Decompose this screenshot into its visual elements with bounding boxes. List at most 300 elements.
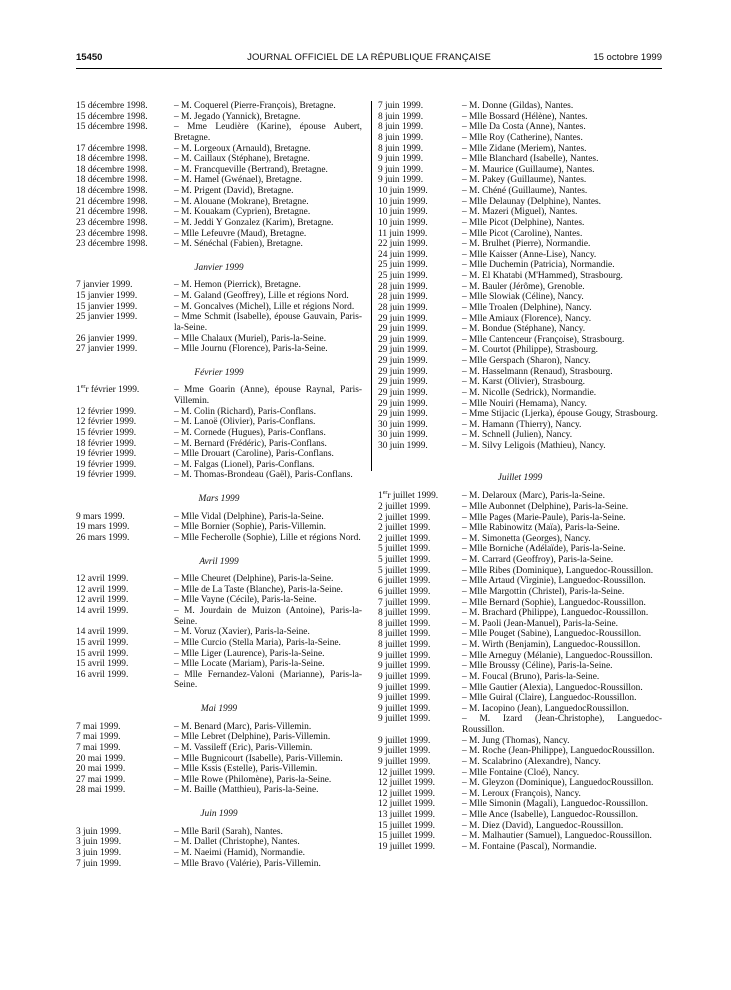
entry-text: – Mlle Da Costa (Anne), Nantes. <box>462 122 586 133</box>
entry-date: 2 juillet 1999. <box>378 523 431 534</box>
appointment-entry <box>76 659 362 670</box>
entry-date: 9 juillet 1999. <box>378 671 431 682</box>
journal-title: JOURNAL OFFICIEL DE LA RÉPUBLIQUE FRANÇAISE <box>247 52 491 63</box>
entry-text: – Mlle Rowe (Philomène), Paris-la-Seine. <box>174 774 332 785</box>
entry-date: 15 avril 1999. <box>76 648 129 659</box>
entry-text: – Mlle Simonin (Magali), Languedoc-Roussillon. <box>462 799 648 810</box>
month-heading: Mai 1999 <box>200 704 238 714</box>
appointment-entry <box>378 335 662 346</box>
entry-date: 7 juin 1999. <box>378 101 424 111</box>
entry-date: 2 juillet 1999. <box>378 533 431 544</box>
entry-text: – M. Prigent (David), Bretagne. <box>174 186 294 196</box>
entry-date: 9 juillet 1999. <box>378 682 431 693</box>
appointment-entry <box>76 848 362 859</box>
entry-date: 28 juin 1999. <box>378 302 428 313</box>
entry-date: 12 juillet 1999. <box>378 778 436 789</box>
entry-text: – M. Carrard (Geoffroy), Paris-la-Seine. <box>462 555 614 565</box>
entry-date: 22 juin 1999. <box>378 239 428 250</box>
right-column <box>378 101 662 853</box>
appointment-entry <box>378 430 662 441</box>
entry-text: – Mlle Journu (Florence), Paris-la-Seine. <box>174 344 328 355</box>
entry-text: – M. Alouane (Mokrane), Bretagne. <box>174 196 309 207</box>
appointment-entry <box>378 197 662 208</box>
entry-text: – Mlle Cheuret (Delphine), Paris-la-Seine. <box>174 574 334 585</box>
entry-date: 25 juin 1999. <box>378 271 428 281</box>
entry-text: – M. Chéné (Guillaume), Nantes. <box>462 186 588 196</box>
entry-text: – Mme Stijacic (Ljerka), épouse Gougy, Strasbourg. <box>462 409 658 420</box>
appointment-entry <box>76 428 362 439</box>
entry-text: – M. Gleyzon (Dominique), LanguedocRoussillon. <box>462 778 654 789</box>
entry-text: – Mlle Drouart (Caroline), Paris-Conflans. <box>174 449 334 460</box>
entry-text: – M. Jeddi Y Gonzalez (Karim), Bretagne. <box>174 217 334 228</box>
appointment-entry <box>378 399 662 410</box>
entry-date: 29 juin 1999. <box>378 366 428 377</box>
appointment-entry <box>378 175 662 186</box>
entry-text: – M. Caillaux (Stéphane), Bretagne. <box>174 154 310 165</box>
appointment-entry <box>378 112 662 123</box>
entry-text: – M. Fontaine (Pascal), Normandie. <box>462 841 597 852</box>
entry-text: – M. Brulhet (Pierre), Normandie. <box>462 239 591 250</box>
appointment-entry <box>76 449 362 460</box>
appointment-entry <box>378 303 662 314</box>
appointment-entry <box>378 651 662 662</box>
entry-date: 15 avril 1999. <box>76 659 129 670</box>
entry-date: 19 février 1999. <box>76 449 137 460</box>
appointment-entry <box>378 502 662 513</box>
entry-text: – Mlle de La Taste (Blanche), Paris-la-Seine. <box>174 584 343 595</box>
entry-text: – M. Dallet (Christophe), Nantes. <box>174 837 300 848</box>
entry-text: – M. Vassileff (Eric), Paris-Villemin. <box>174 742 313 753</box>
entry-text: – Mlle Guiral (Claire), Languedoc-Roussillon. <box>462 693 637 704</box>
entry-text: – Mlle Baril (Sarah), Nantes. <box>174 826 283 837</box>
entry-text: – M. Bernard (Frédéric), Paris-Conflans. <box>174 438 327 449</box>
appointment-entry <box>378 757 662 768</box>
appointment-entry <box>378 810 662 821</box>
entry-date: 15 février 1999. <box>76 427 137 438</box>
entry-date: 9 juillet 1999. <box>378 650 431 661</box>
entry-date: 9 juin 1999. <box>378 175 424 186</box>
entry-text: – Mlle Troalen (Delphine), Nancy. <box>462 302 592 313</box>
entry-text: – Mlle Duchemin (Patricia), Normandie. <box>462 260 615 271</box>
entry-text: – Mlle Locate (Mariam), Paris-la-Seine. <box>174 659 325 670</box>
entry-text: – M. Roche (Jean-Philippe), LanguedocRoussillon. <box>462 746 655 757</box>
appointment-entry <box>76 175 362 186</box>
entry-text: – Mlle Ribes (Dominique), Languedoc-Roussillon. <box>462 565 654 576</box>
entry-text: – Mlle Pouget (Sabine), Languedoc-Roussillon. <box>462 629 642 640</box>
entry-date: 9 mars 1999. <box>76 511 125 522</box>
entry-text: – Mlle Cantenceur (Françoise), Strasbourg. <box>462 334 625 345</box>
entry-text: – M. Wirth (Benjamin), Languedoc-Roussillon. <box>462 640 641 650</box>
entry-date: 12 février 1999. <box>76 406 137 417</box>
entry-text: – Mlle Nouiri (Hemama), Nancy. <box>462 398 587 409</box>
entry-date: 7 janvier 1999. <box>76 280 133 291</box>
appointment-entry <box>76 512 362 523</box>
entry-text: – M. Silvy Leligois (Mathieu), Nancy. <box>462 441 606 451</box>
entry-text: – M. Hasselmann (Renaud), Strasbourg. <box>462 366 613 377</box>
entry-date: 9 juillet 1999. <box>378 756 431 767</box>
appointment-entry <box>76 606 362 627</box>
appointment-entry <box>76 722 362 733</box>
month-heading: Février 1999 <box>194 367 244 378</box>
issue-date: 15 octobre 1999 <box>593 52 662 63</box>
month-heading: Janvier 1999 <box>194 262 244 273</box>
appointment-entry <box>378 292 662 303</box>
entry-text: – M. Benard (Marc), Paris-Villemin. <box>174 721 312 732</box>
appointment-entry <box>378 661 662 672</box>
entry-text: – Mlle Fernandez-Valoni (Marianne), Paris-la-Seine. <box>174 669 362 691</box>
entry-date: 15 décembre 1998. <box>76 122 148 133</box>
entry-date: 17 décembre 1998. <box>76 143 148 154</box>
appointment-entry <box>76 385 362 406</box>
entry-date: 15 juillet 1999. <box>378 820 436 831</box>
appointment-entry <box>378 693 662 704</box>
appointment-entry <box>378 154 662 165</box>
appointment-entry <box>76 154 362 165</box>
appointment-entry <box>378 513 662 524</box>
entry-text: – Mlle Bornier (Sophie), Paris-Villemin. <box>174 522 327 533</box>
appointment-entry <box>378 165 662 176</box>
appointment-entry <box>76 837 362 848</box>
entry-text: – Mme Leudière (Karine), épouse Aubert, Bretagne. <box>174 122 362 143</box>
entry-date: 10 juin 1999. <box>378 186 428 196</box>
appointment-entry <box>378 122 662 133</box>
entry-date: 9 juin 1999. <box>378 154 424 165</box>
entry-text: – Mlle Amiaux (Florence), Nancy. <box>462 313 592 324</box>
entry-text: – M. Kouakam (Cyprien), Bretagne. <box>174 207 311 218</box>
appointment-entry <box>378 640 662 651</box>
entry-date: 21 décembre 1998. <box>76 196 148 207</box>
entry-text: – M. Hamann (Thierry), Nancy. <box>462 419 582 430</box>
entry-text: – Mlle Delaunay (Delphine), Nantes. <box>462 196 602 207</box>
entry-date: 28 juin 1999. <box>378 281 428 292</box>
appointment-entry <box>76 574 362 585</box>
entry-date: 29 juin 1999. <box>378 377 428 388</box>
entry-text: – M. Brachard (Philippe), Languedoc-Roussillon. <box>462 608 649 619</box>
entry-date: 8 juillet 1999. <box>378 608 431 619</box>
appointment-entry <box>76 638 362 649</box>
appointment-entry <box>76 470 362 481</box>
entry-text: – Mlle Blanchard (Isabelle), Nantes. <box>462 154 599 165</box>
entry-date: 23 décembre 1998. <box>76 228 148 239</box>
appointment-entry <box>76 859 362 870</box>
appointment-entry <box>378 608 662 619</box>
entry-text: – Mlle Vidal (Delphine), Paris-la-Seine. <box>174 511 324 522</box>
appointment-entry <box>378 324 662 335</box>
appointment-entry <box>76 754 362 765</box>
entry-date: 19 mars 1999. <box>76 522 130 533</box>
entry-date: 20 mai 1999. <box>76 764 126 775</box>
entry-text: – M. Baille (Matthieu), Paris-la-Seine. <box>174 785 319 796</box>
appointment-entry <box>76 302 362 313</box>
month-heading: Juillet 1999 <box>497 472 543 483</box>
entry-text: – M. Cornede (Hugues), Paris-Conflans. <box>174 427 326 438</box>
appointment-entry <box>76 280 362 291</box>
appointment-entry <box>378 420 662 431</box>
entry-date: 18 décembre 1998. <box>76 164 148 175</box>
entry-text: – Mlle Broussy (Céline), Paris-la-Seine. <box>462 661 613 672</box>
appointment-entry <box>76 533 362 544</box>
entry-date: 2 juillet 1999. <box>378 501 431 512</box>
appointment-entry <box>378 388 662 399</box>
entry-text: – M. Hamel (Gwénael), Bretagne. <box>174 175 302 186</box>
entry-date: 7 mai 1999. <box>76 732 121 743</box>
entry-date: 20 mai 1999. <box>76 753 126 764</box>
appointment-entry <box>378 789 662 800</box>
entry-text: – M. El Khatabi (M'Hammed), Strasbourg. <box>462 271 623 281</box>
appointment-entry <box>76 732 362 743</box>
entry-text: – Mlle Zidane (Meriem), Nantes. <box>462 143 587 154</box>
entry-date: 18 décembre 1998. <box>76 186 148 196</box>
entry-text: – M. Izard (Jean-Christophe), Languedoc-Roussillon. <box>462 714 662 735</box>
entry-text: – M. Galand (Geoffrey), Lille et régions Nord. <box>174 291 349 301</box>
entry-date: 5 juillet 1999. <box>378 555 431 565</box>
entry-date: 1err février 1999. <box>76 384 140 396</box>
page-header <box>76 52 662 66</box>
entry-date: 30 juin 1999. <box>378 430 428 441</box>
appointment-entry <box>378 768 662 779</box>
entry-text: – M. Malhautier (Samuel), Languedoc-Roussillon. <box>462 831 652 842</box>
entry-date: 18 février 1999. <box>76 438 137 449</box>
appointment-entry <box>378 736 662 747</box>
entry-text: – Mlle Curcio (Stella Maria), Paris-la-Seine. <box>174 637 341 648</box>
appointment-entry <box>76 743 362 754</box>
appointment-entry <box>76 627 362 638</box>
appointment-entry <box>76 764 362 775</box>
entry-text: – M. Courtot (Philippe), Strasbourg. <box>462 345 599 356</box>
column-divider <box>371 101 372 471</box>
appointment-entry <box>76 595 362 606</box>
appointment-entry <box>378 576 662 587</box>
appointment-entry <box>76 649 362 660</box>
entry-date: 7 mai 1999. <box>76 742 121 753</box>
entry-text: – M. Karst (Olivier), Strasbourg. <box>462 377 585 388</box>
entry-text: – M. Jung (Thomas), Nancy. <box>462 735 570 746</box>
entry-text: – M. Naeimi (Hamid), Normandie. <box>174 847 305 858</box>
entry-text: – Mme Schmit (Isabelle), épouse Gauvain, Paris-la-Seine. <box>174 312 362 333</box>
appointment-entry <box>378 555 662 566</box>
entry-text: – Mme Goarin (Anne), épouse Raynal, Paris-Villemin. <box>174 385 362 406</box>
entry-date: 30 juin 1999. <box>378 419 428 430</box>
entry-date: 29 juin 1999. <box>378 356 428 366</box>
entry-date: 15 avril 1999. <box>76 637 129 648</box>
entry-date: 29 juin 1999. <box>378 324 428 335</box>
appointment-entry <box>378 778 662 789</box>
entry-date: 29 juin 1999. <box>378 398 428 409</box>
entry-date: 24 juin 1999. <box>378 249 428 260</box>
entry-date: 29 juin 1999. <box>378 409 428 420</box>
entry-date: 18 décembre 1998. <box>76 175 148 186</box>
entry-date: 9 juillet 1999. <box>378 746 431 757</box>
entry-text: – M. Falgas (Lionel), Paris-Conflans. <box>174 459 315 470</box>
entry-date: 13 juillet 1999. <box>378 810 436 820</box>
entry-date: 10 juin 1999. <box>378 217 428 228</box>
entry-date: 28 juin 1999. <box>378 292 428 303</box>
entry-date: 19 février 1999. <box>76 459 137 470</box>
entry-text: – M. Goncalves (Michel), Lille et régions Nord. <box>174 301 355 312</box>
entry-date: 6 juillet 1999. <box>378 576 431 587</box>
appointment-entry <box>76 207 362 218</box>
entry-text: – Mlle Gerspach (Sharon), Nancy. <box>462 356 591 366</box>
entry-date: 6 juillet 1999. <box>378 586 431 597</box>
appointment-entry <box>378 271 662 282</box>
entry-date: 12 juillet 1999. <box>378 788 436 799</box>
appointment-entry <box>378 683 662 694</box>
entry-text: – Mlle Pages (Marie-Paule), Paris-la-Seine. <box>462 512 626 523</box>
entry-text: – Mlle Fontaine (Cloé), Nancy. <box>462 767 580 778</box>
appointment-entry <box>378 186 662 197</box>
entry-date: 12 avril 1999. <box>76 584 129 595</box>
entry-date: 19 juillet 1999. <box>378 841 436 852</box>
appointment-entry <box>378 821 662 832</box>
entry-date: 9 juillet 1999. <box>378 703 431 714</box>
appointment-entry <box>378 704 662 715</box>
entry-date: 29 juin 1999. <box>378 334 428 345</box>
appointment-entry <box>378 842 662 853</box>
page-number: 15450 <box>76 52 103 63</box>
entry-date: 3 juin 1999. <box>76 837 122 848</box>
appointment-entry <box>378 831 662 842</box>
entry-date: 11 juin 1999. <box>378 228 428 239</box>
appointment-entry <box>378 598 662 609</box>
appointment-entry <box>76 585 362 596</box>
entry-date: 19 février 1999. <box>76 470 137 481</box>
entry-text: – Mlle Fecherolle (Sophie), Lille et régions Nord. <box>174 532 361 543</box>
appointment-entry <box>76 101 362 112</box>
entry-date: 15 janvier 1999. <box>76 301 138 312</box>
entry-text: – M. Lanoë (Olivier), Paris-Conflans. <box>174 417 316 428</box>
entry-text: – Mlle Aubonnet (Delphine), Paris-la-Seine. <box>462 501 629 512</box>
appointment-entry <box>378 239 662 250</box>
entry-date: 10 juin 1999. <box>378 207 428 218</box>
entry-date: 9 juin 1999. <box>378 164 424 175</box>
entry-date: 26 mars 1999. <box>76 532 130 543</box>
appointment-entry <box>76 775 362 786</box>
appointment-entry <box>378 714 662 735</box>
appointment-entry <box>378 229 662 240</box>
appointment-entry <box>76 522 362 533</box>
month-heading: Mars 1999 <box>198 494 240 504</box>
appointment-entry <box>378 672 662 683</box>
appointment-entry <box>378 101 662 112</box>
appointment-entry <box>76 785 362 796</box>
entry-text: – M. Thomas-Brondeau (Gaël), Paris-Conflans. <box>174 470 353 481</box>
entry-text: – M. Sénéchal (Fabien), Bretagne. <box>174 239 303 250</box>
entry-date: 1err juillet 1999. <box>378 490 439 502</box>
appointment-entry <box>76 186 362 197</box>
entry-date: 12 juillet 1999. <box>378 799 436 810</box>
entry-date: 8 juillet 1999. <box>378 640 431 650</box>
appointment-entry <box>76 670 362 691</box>
appointment-entry <box>378 799 662 810</box>
appointment-entry <box>378 441 662 452</box>
entry-text: – Mlle Gautier (Alexia), Languedoc-Roussillon. <box>462 682 643 693</box>
appointment-entry <box>76 334 362 345</box>
appointment-entry <box>76 112 362 123</box>
entry-date: 9 juillet 1999. <box>378 714 431 725</box>
month-heading: Juin 1999 <box>200 809 238 819</box>
entry-text: – Mlle Roy (Catherine), Nantes. <box>462 132 583 143</box>
entry-date: 14 avril 1999. <box>76 627 129 638</box>
entry-text: – Mlle Ance (Isabelle), Languedoc-Roussillon. <box>462 810 638 820</box>
entry-text: – M. Schnell (Julien), Nancy. <box>462 430 573 441</box>
appointment-entry <box>378 534 662 545</box>
entry-text: – Mlle Arneguy (Mélanie), Languedoc-Roussillon. <box>462 650 653 661</box>
entry-text: – M. Maurice (Guillaume), Nantes. <box>462 164 595 175</box>
entry-text: – M. Francqueville (Bertrand), Bretagne. <box>174 164 328 175</box>
appointment-entry <box>76 827 362 838</box>
appointment-entry <box>76 144 362 155</box>
entry-text: – M. Coquerel (Pierre-François), Bretagne. <box>174 101 336 111</box>
entry-text: – Mlle Lefeuvre (Maud), Bretagne. <box>174 228 307 239</box>
appointment-entry <box>76 291 362 302</box>
entry-date: 27 janvier 1999. <box>76 344 138 355</box>
entry-date: 14 avril 1999. <box>76 606 129 616</box>
entry-date: 30 juin 1999. <box>378 441 428 451</box>
entry-text: – Mlle Bugnicourt (Isabelle), Paris-Villemin. <box>174 753 343 764</box>
appointment-entry <box>76 344 362 355</box>
appointment-entry <box>378 367 662 378</box>
entry-date: 3 juin 1999. <box>76 847 122 858</box>
entry-text: – Mlle Liger (Laurence), Paris-la-Seine. <box>174 648 325 659</box>
entry-text: – M. Colin (Richard), Paris-Conflans. <box>174 406 316 417</box>
appointment-entry <box>76 165 362 176</box>
entry-text: – Mlle Picot (Delphine), Nantes. <box>462 217 585 228</box>
entry-text: – M. Delaroux (Marc), Paris-la-Seine. <box>462 491 605 502</box>
entry-date: 2 juillet 1999. <box>378 512 431 523</box>
entry-text: – Mlle Vayne (Cécile), Paris-la-Seine. <box>174 595 317 606</box>
appointment-entry <box>378 207 662 218</box>
entry-date: 9 juillet 1999. <box>378 735 431 746</box>
month-heading: Avril 1999 <box>199 556 239 567</box>
entry-date: 12 avril 1999. <box>76 574 129 585</box>
entry-date: 9 juillet 1999. <box>378 661 431 672</box>
entry-text: – M. Foucal (Bruno), Paris-la-Seine. <box>462 671 600 682</box>
appointment-entry <box>76 460 362 471</box>
entry-text: – Mlle Artaud (Virginie), Languedoc-Roussillon. <box>462 576 646 587</box>
entry-date: 15 juillet 1999. <box>378 831 436 842</box>
appointment-entry <box>76 312 362 333</box>
entry-date: 15 décembre 1998. <box>76 111 148 122</box>
entry-date: 5 juillet 1999. <box>378 544 431 555</box>
entry-text: – Mlle Bravo (Valérie), Paris-Villemin. <box>174 858 321 869</box>
entry-date: 21 décembre 1998. <box>76 207 148 218</box>
entry-text: – M. Lorgeoux (Arnauld), Bretagne. <box>174 143 311 154</box>
entry-text: – Mlle Rabinowitz (Maïa), Paris-la-Seine. <box>462 523 620 534</box>
entry-date: 15 décembre 1998. <box>76 101 148 111</box>
appointment-entry <box>378 566 662 577</box>
entry-text: – M. Leroux (François), Nancy. <box>462 788 581 799</box>
entry-date: 7 juin 1999. <box>76 858 122 869</box>
appointment-entry <box>378 133 662 144</box>
entry-text: – Mlle Slowiak (Céline), Nancy. <box>462 292 584 303</box>
appointment-entry <box>378 345 662 356</box>
entry-date: 29 juin 1999. <box>378 345 428 356</box>
entry-text: – M. Jourdain de Muizon (Antoine), Paris-la-Seine. <box>174 606 362 627</box>
appointment-entry <box>76 407 362 418</box>
entry-text: – M. Bondue (Stéphane), Nancy. <box>462 324 586 335</box>
appointment-entry <box>378 544 662 555</box>
appointment-entry <box>378 587 662 598</box>
entry-text: – M. Hemon (Pierrick), Bretagne. <box>174 280 301 291</box>
appointment-entry <box>76 218 362 229</box>
entry-date: 8 juin 1999. <box>378 111 424 122</box>
entry-text: – M. Donne (Gildas), Nantes. <box>462 101 574 111</box>
entry-date: 10 juin 1999. <box>378 196 428 207</box>
left-column <box>76 101 362 869</box>
entry-text: – M. Mazeri (Miguel), Nantes. <box>462 207 578 218</box>
entry-date: 9 juillet 1999. <box>378 693 431 704</box>
entry-date: 18 décembre 1998. <box>76 154 148 165</box>
